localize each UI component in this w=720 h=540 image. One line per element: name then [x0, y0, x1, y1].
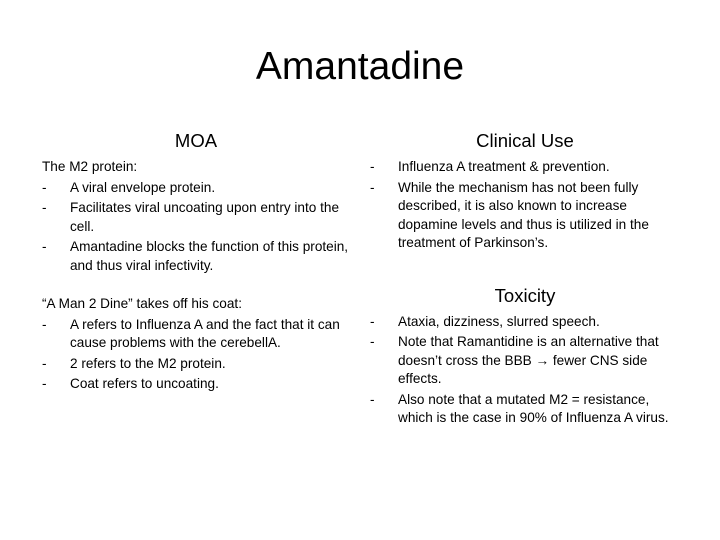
list-item: - While the mechanism has not been fully described, it is also known to increase dopamine levels and thus is utilized in the treatment of Parkinson’s. — [370, 179, 649, 250]
mnemonic-points-list — [42, 316, 350, 394]
moa-intro: The M2 protein: — [42, 159, 138, 174]
list-item: - Also note that a mutated M2 = resistance, which is the case in 90% of Influenza A virus. — [370, 391, 669, 425]
toxicity-heading: Toxicity — [494, 284, 556, 306]
list-item: - 2 refers to the M2 protein. — [42, 355, 350, 374]
dash-bullet-icon: - — [42, 239, 47, 254]
slide-title: Amantadine — [255, 45, 465, 88]
list-item: - Ataxia, dizziness, slurred speech. — [370, 313, 680, 332]
mnemonic-intro: “A Man 2 Dine” takes off his coat: — [42, 296, 242, 311]
moa-points-list — [42, 179, 350, 276]
moa-heading: MOA — [174, 130, 218, 151]
toxicity-list — [370, 313, 680, 428]
list-item: - A viral envelope protein. — [42, 179, 350, 198]
list-item: - Note that Ramantidine is an alternative that doesn’t cross the BBB → fewer CNS side effects. — [370, 334, 659, 386]
clinical-use-heading: Clinical Use — [476, 130, 574, 151]
dash-bullet-icon: - — [42, 316, 47, 332]
dash-bullet-icon: - — [42, 376, 47, 391]
dash-bullet-icon: - — [370, 159, 375, 174]
dash-bullet-icon: - — [370, 179, 375, 195]
clinical-column — [370, 128, 680, 430]
clinical-use-list — [370, 158, 680, 253]
dash-bullet-icon: - — [42, 200, 47, 215]
dash-bullet-icon: - — [370, 334, 375, 349]
list-item: - Facilitates viral uncoating upon entry into the cell. — [42, 200, 340, 234]
list-item: - Coat refers to uncoating. — [42, 375, 350, 394]
list-item: - Influenza A treatment & prevention. — [370, 158, 680, 177]
moa-column — [42, 128, 350, 396]
list-item: - A refers to Influenza A and the fact that it can cause problems with the cerebellA. — [42, 316, 340, 350]
dash-bullet-icon: - — [370, 391, 375, 407]
dash-bullet-icon: - — [42, 179, 47, 195]
list-item: - Amantadine blocks the function of this protein, and thus viral infectivity. — [42, 239, 349, 273]
dash-bullet-icon: - — [42, 355, 47, 371]
dash-bullet-icon: - — [370, 313, 375, 329]
